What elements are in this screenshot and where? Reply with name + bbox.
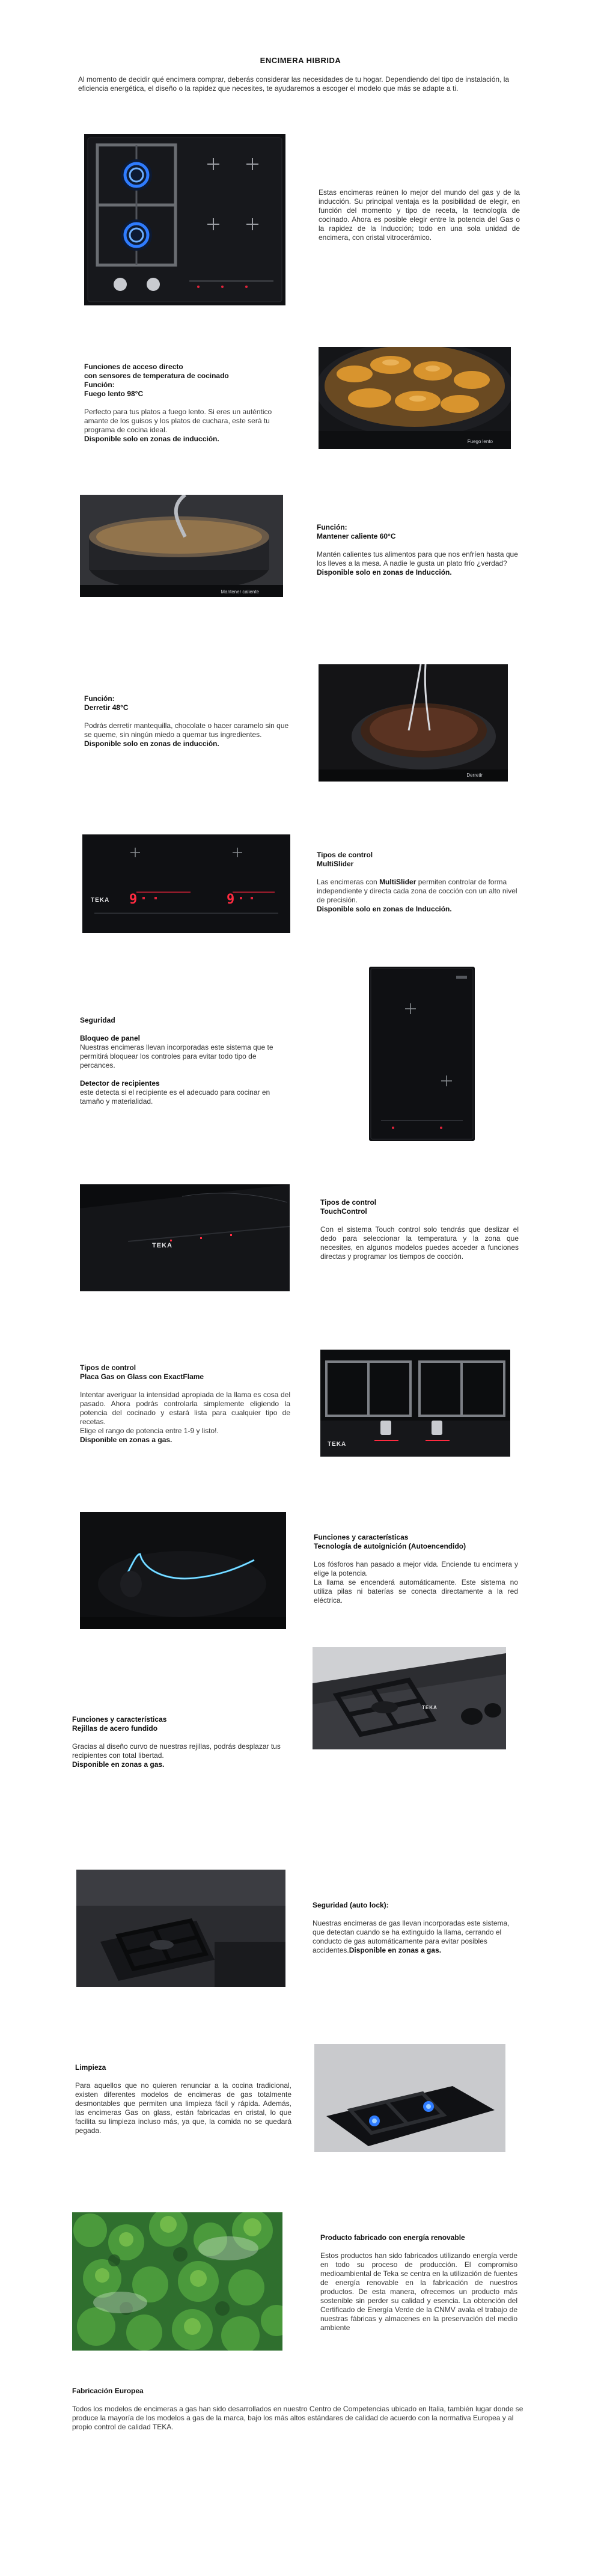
grates-block	[72, 1715, 291, 1769]
multislider-availability: Disponible solo en zonas de Inducción.	[317, 905, 452, 913]
europe-heading: Fabricación Europea	[72, 2387, 144, 2395]
keep-warm-image	[80, 495, 283, 597]
multislider-text-b: MultiSlider	[379, 878, 416, 886]
cleaning-image	[314, 2044, 505, 2152]
exactflame-heading-2: Placa Gas on Glass con ExactFlame	[80, 1372, 204, 1381]
slow-fire-text: Perfecto para tus platos a fuego lento. Si eres un auténtico amante de los guisos y los platos de cuchara, este será tu programa de cocina ideal.	[84, 408, 272, 434]
multislider-brand-logo: TEKA	[91, 897, 110, 904]
renewable-text: Estos productos han sido fabricados utilizando energía verde en todo su proceso de producción. El compromiso medioambiental de Teka se centra en la utilización de fuentes de energía renovable en la fabricación de nuestros productos. De esta manera, ofrecemos un producto más sostenible sin perder su calidad y esencia. La obtención del Certificado de Energía Verde de la CNMV avala el trabajo de nuestras fábricas y almacenes en la preservación del medio ambiente	[320, 2251, 517, 2332]
auto-ignition-text: Los fósforos han pasado a mejor vida. Enciende tu encimera y elige la potencia.	[314, 1560, 518, 1577]
melt-image-label: Derretir	[466, 772, 483, 778]
touch-brand-logo: TEKA	[152, 1242, 172, 1249]
hybrid-hob-image	[84, 134, 285, 305]
intro-text: Al momento de decidir qué encimera comprar, deberás considerar las necesidades de tu hogar. Dependiendo del tipo de instalación, la eficiencia energética, el diseño o la rapidez que necesites, te ayudaremos a escoger el modelo que más se adapte a ti.	[78, 75, 510, 93]
cleaning-block	[75, 2063, 291, 2135]
slow-fire-heading-2: con sensores de temperatura de cocinado	[84, 372, 229, 380]
exactflame-heading-1: Tipos de control	[80, 1363, 136, 1372]
keep-warm-availability: Disponible solo en zonas de Inducción.	[317, 568, 452, 577]
grates-availability: Disponible en zonas a gas.	[72, 1760, 165, 1769]
touch-text: Con el sistema Touch control solo tendrás que deslizar el dedo para seleccionar la temperatura y la zona que necesites, en algunos modelos puedes acceder a funciones directas y programar los tiempos de cocción.	[320, 1225, 519, 1261]
slow-fire-block	[84, 363, 291, 444]
grates-heading-2: Rejillas de acero fundido	[72, 1724, 158, 1733]
auto-lock-heading: Seguridad (auto lock):	[313, 1901, 389, 1909]
touch-control-image	[80, 1184, 290, 1291]
slow-fire-heading-1: Funciones de acceso directo	[84, 363, 183, 371]
pot-detector-heading: Detector de recipientes	[80, 1079, 160, 1088]
melt-image	[319, 664, 508, 782]
multislider-block	[317, 851, 518, 914]
panel-lock-text: Nuestras encimeras llevan incorporadas este sistema que te permitirá bloquear los controles para evitar todo tipo de percances.	[80, 1043, 273, 1069]
grates-brand-logo: TEKA	[422, 1705, 438, 1710]
multislider-display-right: 9	[227, 892, 235, 907]
multislider-image	[82, 834, 290, 933]
exactflame-brand-logo: TEKA	[328, 1441, 347, 1448]
auto-ignition-text-2: La llama se encenderá automáticamente. Este sistema no utiliza pilas ni baterías se conecta directamente a la red eléctrica.	[314, 1578, 518, 1605]
multislider-text-c: permiten controlar de forma independiente y directa cada zona de cocción con un alto nivel de precisión.	[317, 878, 517, 904]
multislider-heading-2: MultiSlider	[317, 860, 354, 868]
keep-warm-image-label: Mantener caliente	[221, 589, 259, 595]
exactflame-image	[320, 1350, 510, 1457]
auto-lock-block	[313, 1901, 517, 1955]
auto-ignition-heading-1: Funciones y características	[314, 1533, 409, 1541]
keep-warm-text: Mantén calientes tus alimentos para que nos enfríen hasta que los lleves a la mesa. A nadie le gusta un plato frío ¿verdad?	[317, 550, 518, 568]
slow-fire-heading-3: Función:	[84, 381, 115, 389]
keep-warm-heading-2: Mantener caliente 60°C	[317, 532, 396, 540]
slow-fire-heading-4: Fuego lento 98°C	[84, 390, 144, 398]
auto-ignition-block	[314, 1533, 518, 1605]
multislider-display-left: 9	[129, 892, 138, 907]
touch-heading-1: Tipos de control	[320, 1198, 377, 1207]
exactflame-block	[80, 1363, 290, 1445]
melt-heading-2: Derretir 48°C	[84, 703, 129, 712]
pot-detector-text: este detecta si el recipiente es el adecuado para cocinar en tamaño y materialidad.	[80, 1088, 270, 1106]
cleaning-text: Para aquellos que no quieren renunciar a la cocina tradicional, existen diferentes modelos de encimeras de gas totalmente desmontables que permiten una limpieza fácil y rápida. Además, las encimeras Gas on glass, están fabricadas en cristal, lo que facilita su limpieza incluso más, ya que, la comida no se quedará pegada.	[75, 2081, 291, 2135]
auto-ignition-heading-2: Tecnología de autoignición (Autoencendido)	[314, 1542, 466, 1550]
exactflame-text-2: Elige el rango de potencia entre 1-9 y listo!.	[80, 1427, 219, 1435]
keep-warm-heading-1: Función:	[317, 523, 347, 531]
grates-text: Gracias al diseño curvo de nuestras rejillas, podrás desplazar tus recipientes con total libertad.	[72, 1742, 281, 1760]
keep-warm-block	[317, 523, 518, 577]
renewable-heading: Producto fabricado con energía renovable	[320, 2233, 465, 2242]
melt-text: Podrás derretir mantequilla, chocolate o hacer caramelo sin que se queme, sin ningún miedo a quemar tus ingredientes.	[84, 721, 289, 739]
domino-hob-image	[369, 967, 475, 1141]
touch-control-block	[320, 1198, 519, 1261]
auto-lock-text: Nuestras encimeras de gas llevan incorporadas este sistema, que detectan cuando se ha extinguido la llama, cerrando el conducto de gas automáticamente para evitar posibles accidentes.	[313, 1919, 510, 1954]
hybrid-text-block	[319, 188, 520, 242]
page-title: ENCIMERA HIBRIDA	[260, 56, 341, 65]
europe-block	[72, 2387, 529, 2432]
auto-lock-availability: Disponible en zonas a gas.	[349, 1946, 442, 1954]
panel-lock-heading: Bloqueo de panel	[80, 1034, 141, 1042]
multislider-text-a: Las encimeras con	[317, 878, 380, 886]
security-heading: Seguridad	[80, 1016, 115, 1024]
security-block	[80, 1016, 290, 1106]
europe-text: Todos los modelos de encimeras a gas han sido desarrollados en nuestro Centro de Competencias ubicado en Italia, también lugar donde se produce la mayoría de los modelos a gas de la marca, bajo los más altos estándares de calidad de acuerdo con la normativa Europea y al propio control de calidad TEKA.	[72, 2405, 523, 2431]
melt-block	[84, 694, 291, 748]
forest-image	[72, 2212, 282, 2351]
touch-heading-2: TouchControl	[320, 1207, 367, 1216]
renewable-block	[320, 2233, 517, 2333]
melt-availability: Disponible solo en zonas de inducción.	[84, 739, 219, 748]
slow-fire-availability: Disponible solo en zonas de inducción.	[84, 435, 219, 443]
grates-image	[313, 1647, 506, 1749]
multislider-heading-1: Tipos de control	[317, 851, 373, 859]
melt-heading-1: Función:	[84, 694, 115, 703]
slow-fire-image-label: Fuego lento	[467, 439, 493, 444]
slow-fire-image	[319, 347, 511, 449]
cleaning-heading: Limpieza	[75, 2063, 106, 2072]
hybrid-text: Estas encimeras reúnen lo mejor del mundo del gas y de la inducción. Su principal ventaja es la posibilidad de elegir, en función del momento y tipo de receta, la tecnología de cocinado. Ahora es posible elegir entre la potencia del Gas o la rapidez de la Inducción; todo en una sola unidad de encimera, con cristal vitrocerámico.	[319, 188, 520, 242]
auto-ignition-image	[80, 1512, 286, 1629]
auto-lock-image	[76, 1870, 285, 1987]
exactflame-text: Intentar averiguar la intensidad apropiada de la llama es cosa del pasado. Ahora podrás controlarla simplemente eligiendo la potencia del cocinado y estará lista para cualquier tipo de recetas.	[80, 1390, 290, 1426]
exactflame-availability: Disponible en zonas a gas.	[80, 1436, 172, 1444]
grates-heading-1: Funciones y características	[72, 1715, 167, 1724]
